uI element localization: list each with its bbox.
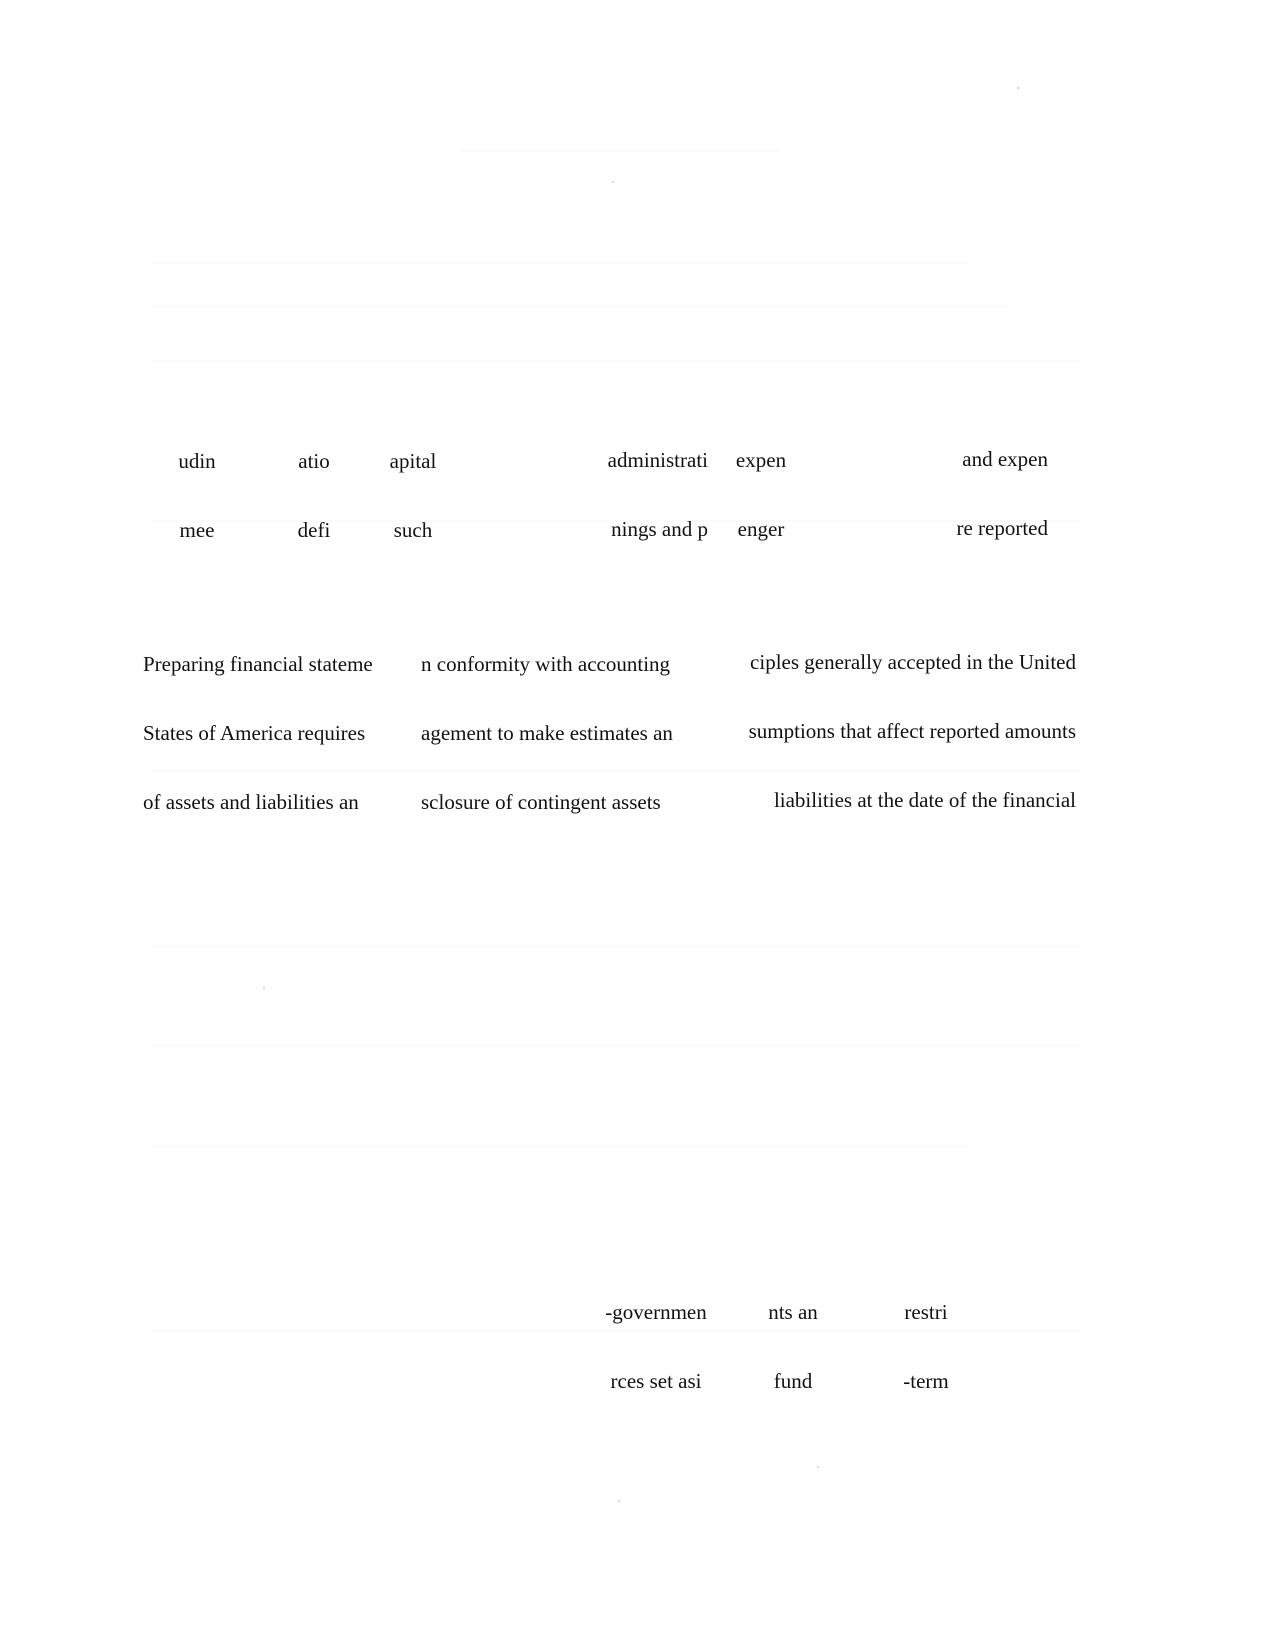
text-line: -term bbox=[903, 1369, 949, 1393]
text-fragment bbox=[590, 403, 708, 587]
text-line: mee bbox=[179, 518, 215, 542]
text-line: rces set asi bbox=[610, 1369, 702, 1393]
text-fragment bbox=[384, 404, 442, 588]
text-line: administrati bbox=[607, 448, 708, 472]
text-fragment bbox=[762, 1255, 824, 1439]
text-fragment bbox=[729, 403, 793, 587]
faint-scan-line bbox=[150, 262, 970, 264]
scan-speck bbox=[263, 987, 265, 989]
text-fragment bbox=[166, 404, 228, 588]
faint-scan-line bbox=[150, 1145, 970, 1147]
text-line: Preparing financial stateme bbox=[143, 652, 373, 676]
faint-scan-line bbox=[150, 360, 1080, 362]
text-line: expen bbox=[735, 448, 787, 472]
text-line: liabilities at the date of the financial bbox=[773, 788, 1076, 812]
text-line: nings and p bbox=[611, 517, 708, 541]
text-line: nts an bbox=[768, 1300, 818, 1324]
text-line: -governmen bbox=[605, 1300, 707, 1324]
text-line: atio bbox=[298, 449, 330, 473]
text-line: sumptions that affect reported amounts bbox=[748, 719, 1076, 743]
text-fragment bbox=[596, 1255, 716, 1439]
scan-speck bbox=[1017, 87, 1019, 89]
text-line: such bbox=[393, 518, 433, 542]
text-line: udin bbox=[178, 449, 216, 473]
text-line: of assets and liabilities an bbox=[143, 790, 359, 814]
scan-speck bbox=[612, 181, 614, 183]
text-line: apital bbox=[389, 449, 437, 473]
text-fragment bbox=[421, 607, 701, 860]
text-fragment bbox=[896, 1255, 956, 1439]
scan-speck bbox=[817, 1466, 819, 1468]
text-fragment bbox=[940, 402, 1048, 586]
text-line: agement to make estimates an bbox=[421, 721, 673, 745]
faint-scan-line bbox=[150, 945, 1080, 947]
text-line: defi bbox=[297, 518, 331, 542]
text-line: States of America requires bbox=[143, 721, 366, 745]
text-line: re reported bbox=[956, 516, 1048, 540]
faint-scan-line bbox=[150, 305, 1010, 307]
text-line: and expen bbox=[962, 447, 1048, 471]
text-line: n conformity with accounting bbox=[421, 652, 671, 676]
text-fragment bbox=[724, 605, 1076, 858]
text-line: restri bbox=[904, 1300, 948, 1324]
text-line: enger bbox=[737, 517, 785, 541]
faint-scan-line bbox=[150, 1045, 1080, 1047]
text-line: fund bbox=[773, 1369, 813, 1393]
text-fragment bbox=[143, 607, 393, 860]
text-line: sclosure of contingent assets bbox=[421, 790, 661, 814]
scan-speck bbox=[618, 1500, 620, 1502]
text-line: ciples generally accepted in the United bbox=[750, 650, 1076, 674]
text-fragment bbox=[290, 404, 338, 588]
faint-scan-line bbox=[460, 150, 780, 152]
